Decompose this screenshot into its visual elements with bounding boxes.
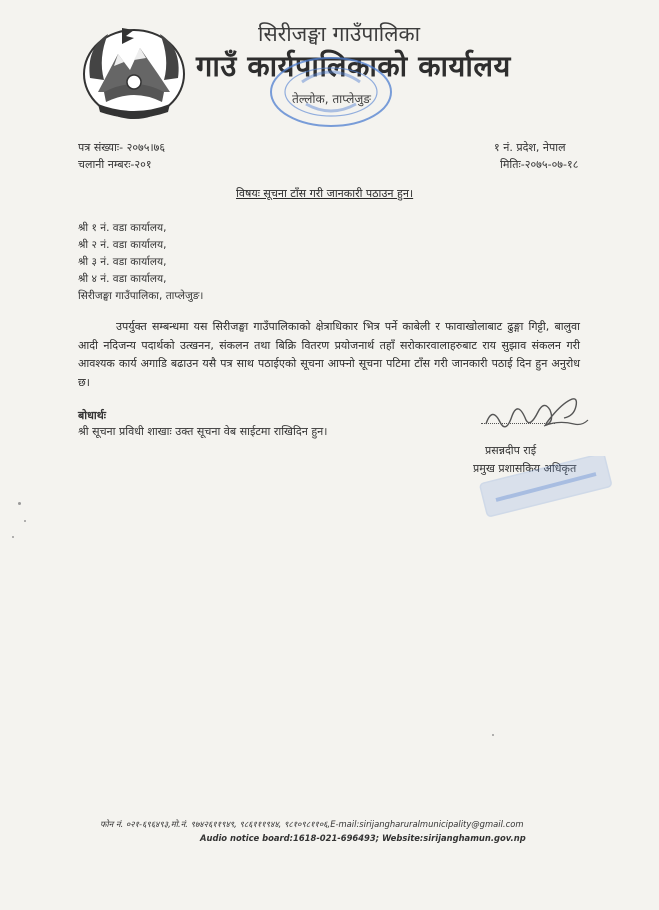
- handwritten-signature: [478, 386, 594, 438]
- signatory-title: प्रमुख प्रशासकिय अधिकृत: [473, 462, 577, 475]
- dispatch-number: चलानी नम्बरः-२०१: [78, 158, 152, 171]
- addressee: सिरीजङ्घा गाउँपालिका, ताप्लेजुङ।: [78, 290, 204, 302]
- province-line: १ नं. प्रदेश, नेपाल: [494, 141, 566, 154]
- municipality-name: सिरीजङ्घा गाउँपालिका: [258, 22, 421, 46]
- cc-label: बोधार्थः: [78, 409, 106, 422]
- paper-speck: [12, 536, 14, 538]
- paper-speck: [18, 502, 21, 505]
- footer-contact: फोन नं. ०२१-६९६४९३,मो.नं. ९७४२६११९४९, ९८६१११९४४, ९८१०९८११०६,E-mail:sirijangharuralmunicipality@gmail.com: [100, 819, 524, 829]
- paper-speck: [24, 520, 26, 522]
- letter-body: उपर्युक्त सम्बन्धमा यस सिरीजङ्घा गाउँपालिकाको क्षेत्राधिकार भित्र पर्ने काबेली र फावाखोलाबाट ढुङ्गा गिट्टी, बालुवा आदी नदिजन्य पदार्थको उत्खनन, संकलन तथा बिक्रि वितरण प्रयोजनार्थ तहाँ सरोकारवालाहरुबाट राय सुझाव संकलन गरी आवश्यक कार्य अगाडि बढाउन यसै पत्र साथ पठाईएको सूचना आफ्नो सूचना पटिमा टाँस गरी जानकारी पठाई दिन हुन अनुरोध छ।: [78, 320, 580, 389]
- office-location: तेल्लोक, ताप्लेजुङ: [292, 92, 371, 106]
- signature-line: [481, 423, 555, 424]
- subject-line: विषयः सूचना टाँस गरी जानकारी पठाउन हुन।: [236, 187, 414, 200]
- cc-recipient: श्री सूचना प्रविधी शाखाः उक्त सूचना वेब साईटमा राखिदिन हुन।: [78, 425, 328, 438]
- letter-date: मितिः-२०७५-०७-१८: [500, 158, 579, 171]
- nepal-emblem-icon: [78, 18, 190, 122]
- letter-number: पत्र संख्याः- २०७५।७६: [78, 141, 166, 154]
- addressee: श्री ३ नं. वडा कार्यालय,: [78, 256, 167, 268]
- addressee: श्री ४ नं. वडा कार्यालय,: [78, 273, 167, 285]
- addressee: श्री १ नं. वडा कार्यालय,: [78, 222, 167, 234]
- signatory-name: प्रसन्नदीप राई: [485, 444, 537, 457]
- footer-web: Audio notice board:1618-021-696493; Website:sirijanghamun.gov.np: [200, 833, 526, 843]
- paper-speck: [492, 734, 494, 736]
- addressee: श्री २ नं. वडा कार्यालय,: [78, 239, 167, 251]
- office-name: गाउँ कार्यपालिकाको कार्यालय: [196, 49, 511, 83]
- officer-stamp: [476, 456, 618, 520]
